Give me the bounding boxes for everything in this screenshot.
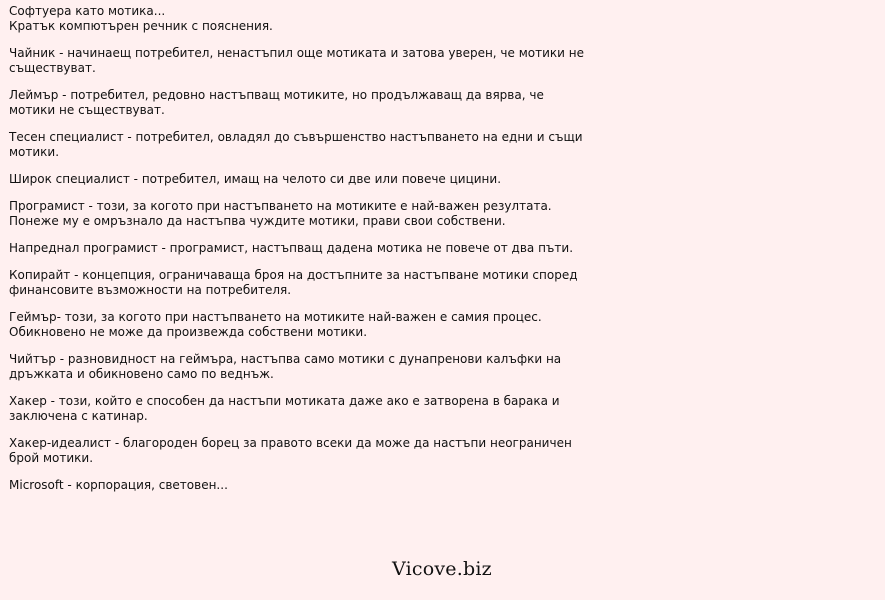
spacer bbox=[9, 382, 584, 394]
spacer bbox=[9, 340, 584, 352]
entry-haker-idealist: Хакер-идеалист - благороден борец за правото всеки да може да настъпи неограничен брой мотики. bbox=[9, 436, 572, 465]
spacer bbox=[9, 229, 584, 241]
entry-geymar: Геймър- този, за когото при настъпването на мотиките най-важен е самия процес. Обикновено не може да произвежда собствени мотики. bbox=[9, 310, 542, 339]
entry-microsoft: Microsoft - корпорация, световен... bbox=[9, 478, 228, 492]
spacer bbox=[9, 256, 584, 268]
entry-leymar: Леймър - потребител, редовно настъпващ мотиките, но продължаващ да вярва, че мотики не съществуват. bbox=[9, 88, 544, 117]
spacer bbox=[9, 187, 584, 199]
spacer bbox=[9, 76, 584, 88]
joke-subtitle: Кратък компютърен речник с пояснения. bbox=[9, 19, 273, 33]
entry-shirok-specialist: Широк специалист - потребител, имащ на челото си две или повече цицини. bbox=[9, 172, 502, 186]
entry-chiytar: Чийтър - разновидност на геймъра, настъпва само мотики с дунапренови калъфки на дръжката и обикновено само по веднъж. bbox=[9, 352, 562, 381]
entry-tesen-specialist: Тесен специалист - потребител, овладял до съвършенство настъпването на едни и същи мотики. bbox=[9, 130, 583, 159]
entry-napreduval-programist: Напреднал програмист - програмист, настъпващ дадена мотика не повече от два пъти. bbox=[9, 241, 574, 255]
spacer bbox=[9, 34, 584, 46]
intro bbox=[9, 4, 584, 34]
spacer bbox=[9, 160, 584, 172]
entry-kopirayt: Копирайт - концепция, ограничаваща броя на достъпните за настъпване мотики според финансовите възможности на потребителя. bbox=[9, 268, 578, 297]
entry-chaynik: Чайник - начинаещ потребител, ненастъпил още мотиката и затова уверен, че мотики не съществуват. bbox=[9, 46, 584, 75]
entry-programist: Програмист - този, за когото при настъпването на мотиките е най-важен резултата. Понеже му е омръзнало да настъпва чуждите мотики, прави свои собствени. bbox=[9, 199, 552, 228]
joke-text bbox=[9, 4, 584, 493]
joke-title: Софтуера като мотика... bbox=[9, 4, 166, 18]
spacer bbox=[9, 298, 584, 310]
spacer bbox=[9, 424, 584, 436]
spacer bbox=[9, 118, 584, 130]
entry-haker: Хакер - този, който е способен да настъпи мотиката даже ако е затворена в барака и заключена с катинар. bbox=[9, 394, 560, 423]
site-watermark: Vicove.biz bbox=[392, 558, 492, 580]
spacer bbox=[9, 466, 584, 478]
